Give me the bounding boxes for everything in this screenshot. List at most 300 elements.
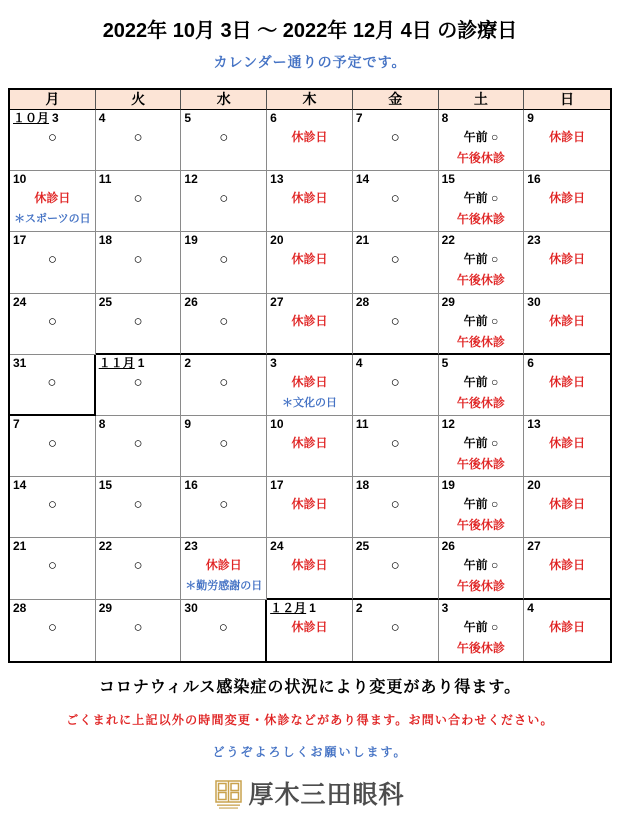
date-label [442, 478, 455, 493]
day-number: 22 [98, 539, 113, 554]
day-status [353, 494, 438, 515]
calendar-day-cell [96, 171, 182, 232]
calendar-day-cell [96, 355, 182, 416]
calendar-day-cell [267, 171, 353, 232]
calendar-day-cell [10, 477, 96, 538]
date-label [527, 356, 534, 371]
clinic-logo [0, 779, 620, 811]
open-mark: ○ [47, 312, 57, 330]
date-label [527, 172, 540, 187]
day-status [10, 617, 95, 638]
day-number: 8 [98, 416, 106, 431]
calendar-day-cell [524, 355, 610, 416]
closed-label: 休診日 [549, 313, 586, 328]
date-label [356, 233, 369, 248]
month-label: １２月 [270, 600, 307, 615]
day-number: 21 [13, 539, 27, 554]
date-label [356, 539, 369, 554]
day-number: 28 [355, 294, 370, 309]
calendar-day-cell [353, 600, 439, 661]
closed-label: 休診日 [291, 619, 328, 634]
open-mark: ○ [219, 496, 229, 514]
open-mark: ○ [47, 618, 57, 636]
calendar-day-cell [524, 416, 610, 477]
open-mark: ○ [47, 251, 57, 269]
day-number: 14 [355, 172, 370, 187]
calendar-day-cell [353, 355, 439, 416]
date-label [99, 172, 112, 187]
date-label [99, 295, 112, 310]
open-mark: ○ [133, 251, 143, 269]
afternoon-closed-label: 午後休診 [456, 395, 505, 410]
day-number: 25 [98, 294, 113, 309]
open-mark: ○ [133, 129, 143, 146]
calendar-day-cell [10, 600, 96, 661]
day-status [10, 372, 94, 393]
closed-label: 休診日 [549, 497, 586, 512]
day-number: 5 [441, 355, 449, 370]
date-label [527, 478, 540, 493]
calendar-day-cell [439, 171, 525, 232]
day-status [96, 311, 181, 332]
day-number: 6 [270, 111, 277, 125]
date-label [442, 233, 455, 248]
day-number: 18 [355, 478, 370, 493]
day-status [181, 127, 266, 148]
day-number: 9 [527, 111, 534, 125]
day-number: 17 [270, 478, 284, 493]
day-status [96, 372, 181, 393]
date-label [442, 172, 455, 187]
calendar-day-cell [10, 110, 96, 171]
day-status [10, 188, 95, 230]
date-label [184, 233, 197, 248]
date-label [184, 111, 191, 126]
date-label [527, 539, 540, 554]
date-label [99, 356, 145, 371]
date-label [442, 111, 449, 126]
date-label [99, 111, 106, 126]
calendar-day-cell [181, 171, 267, 232]
day-number: 12 [184, 172, 198, 187]
weekday-header: 火 [96, 90, 182, 110]
day-number: 19 [441, 478, 455, 493]
morning-status: 午前 ○ [463, 374, 499, 389]
date-label [270, 233, 283, 248]
day-status [96, 433, 181, 454]
day-status [267, 311, 352, 332]
afternoon-closed-label: 午後休診 [456, 273, 505, 288]
calendar-day-cell [10, 416, 96, 477]
day-status [353, 617, 438, 638]
open-mark: ○ [390, 129, 400, 146]
morning-status: 午前 ○ [463, 313, 499, 328]
day-status [353, 555, 438, 576]
day-status [439, 372, 524, 414]
morning-status: 午前 ○ [463, 558, 499, 573]
open-mark: ○ [47, 557, 57, 575]
calendar-day-cell [439, 600, 525, 661]
date-label [184, 172, 197, 187]
date-label [13, 233, 26, 248]
date-label [270, 172, 283, 187]
holiday-note: ＊スポーツの日 [14, 213, 91, 226]
day-status [267, 249, 352, 270]
closed-label: 休診日 [291, 191, 328, 206]
day-number: 16 [527, 172, 541, 187]
calendar-day-cell [267, 416, 353, 477]
calendar-day-cell [267, 294, 353, 355]
date-label [99, 417, 106, 432]
calendar-day-cell [267, 538, 353, 599]
calendar-day-cell [181, 600, 267, 661]
afternoon-closed-label: 午後休診 [456, 151, 505, 165]
open-mark: ○ [219, 373, 229, 391]
open-mark: ○ [47, 434, 57, 452]
calendar-day-cell [96, 110, 182, 171]
open-mark: ○ [218, 618, 228, 636]
weekday-header: 金 [353, 90, 439, 110]
day-status [439, 127, 524, 169]
day-status [353, 188, 438, 209]
day-status [524, 249, 610, 270]
calendar-day-cell [353, 538, 439, 599]
open-mark: ○ [133, 312, 143, 330]
calendar-day-cell [524, 538, 610, 599]
date-label [13, 478, 26, 493]
day-number: 24 [270, 539, 284, 554]
day-status [524, 127, 610, 148]
day-number: 13 [527, 416, 541, 431]
calendar-day-cell [267, 477, 353, 538]
day-number: 29 [98, 600, 113, 615]
day-status [439, 188, 524, 230]
day-number: 17 [13, 233, 27, 248]
day-number: 30 [184, 600, 198, 615]
closed-label: 休診日 [34, 191, 71, 206]
open-mark: ○ [390, 557, 400, 575]
day-status [10, 311, 95, 332]
closed-label: 休診日 [291, 313, 328, 328]
calendar-day-cell [439, 538, 525, 599]
date-label [270, 295, 283, 310]
day-number: 24 [13, 294, 27, 309]
date-label [270, 539, 283, 554]
day-status [10, 555, 95, 576]
calendar-day-cell [524, 294, 610, 355]
day-status [439, 433, 524, 475]
open-mark: ○ [133, 618, 143, 636]
closing-message: どうぞよろしくお願いします。 [212, 745, 408, 759]
day-number: 6 [527, 355, 534, 370]
day-status [96, 555, 181, 576]
date-label [99, 233, 112, 248]
day-number: 19 [184, 233, 198, 248]
closed-label: 休診日 [291, 558, 328, 573]
day-number: 18 [98, 233, 113, 248]
day-number: 20 [527, 478, 541, 493]
day-number: 11 [98, 172, 112, 187]
holiday-note: ＊文化の日 [281, 396, 337, 409]
calendar-day-cell [439, 355, 525, 416]
day-number: 3 [52, 111, 59, 125]
day-number: 23 [527, 233, 541, 248]
day-status [524, 188, 610, 209]
calendar-day-cell [10, 171, 96, 232]
day-status [353, 127, 438, 148]
calendar-day-cell [181, 355, 267, 416]
calendar-day-cell [439, 110, 525, 171]
date-label [442, 417, 455, 432]
calendar-day-cell [96, 600, 182, 661]
day-number: 10 [270, 416, 284, 431]
calendar-day-cell [181, 110, 267, 171]
day-number: 7 [355, 111, 363, 125]
open-mark: ○ [133, 373, 143, 391]
day-number: 4 [98, 111, 106, 125]
date-label [527, 295, 540, 310]
day-status [10, 494, 95, 515]
day-status [181, 494, 266, 515]
open-mark: ○ [219, 190, 229, 208]
date-label [270, 111, 277, 126]
date-label [99, 601, 112, 616]
day-number: 14 [13, 478, 27, 493]
date-label [99, 478, 112, 493]
day-number: 29 [441, 294, 455, 309]
date-label [442, 295, 455, 310]
calendar-day-cell [267, 600, 353, 661]
day-status [10, 433, 95, 454]
open-mark: ○ [133, 557, 143, 575]
day-number: 3 [441, 600, 449, 615]
day-status [439, 494, 524, 536]
clinic-name: 厚木三田眼科 [248, 781, 405, 809]
weekday-header: 木 [267, 90, 353, 110]
date-label [184, 417, 191, 432]
day-number: 22 [441, 233, 455, 248]
calendar-day-cell [353, 171, 439, 232]
day-number: 15 [441, 172, 455, 187]
clinic-emblem-icon [215, 780, 242, 811]
weekday-header: 土 [439, 90, 525, 110]
open-mark: ○ [47, 373, 57, 391]
day-number: 3 [270, 355, 277, 370]
morning-status: 午前 ○ [463, 435, 499, 450]
open-mark: ○ [219, 434, 229, 452]
afternoon-closed-label: 午後休診 [456, 212, 505, 227]
day-status [353, 249, 438, 270]
morning-status: 午前 ○ [463, 252, 499, 267]
calendar-day-cell [353, 110, 439, 171]
day-status [181, 372, 266, 393]
holiday-note: ＊勤労感謝の日 [185, 580, 263, 593]
closed-label: 休診日 [549, 191, 586, 206]
day-number: 2 [355, 600, 363, 615]
calendar-day-cell [524, 477, 610, 538]
day-status [181, 311, 266, 332]
open-mark: ○ [133, 190, 143, 208]
day-status [10, 249, 95, 270]
day-number: 31 [13, 355, 27, 370]
day-status [96, 494, 181, 515]
day-number: 26 [184, 294, 198, 309]
day-status [524, 555, 610, 576]
afternoon-closed-label: 午後休診 [456, 518, 505, 533]
calendar-day-cell [439, 294, 525, 355]
calendar-day-cell [96, 477, 182, 538]
calendar-day-cell [10, 538, 96, 599]
date-label [442, 356, 449, 371]
day-status [439, 555, 524, 597]
calendar-day-cell [439, 416, 525, 477]
day-number: 4 [355, 355, 363, 370]
date-label [184, 601, 197, 616]
month-label: １１月 [98, 355, 135, 370]
day-number: 26 [441, 539, 455, 554]
date-label [527, 417, 540, 432]
day-number: 23 [184, 539, 198, 554]
calendar-day-cell [10, 294, 96, 355]
date-label [184, 539, 197, 554]
open-mark: ○ [390, 251, 400, 269]
calendar-day-cell [524, 110, 610, 171]
closed-label: 休診日 [549, 130, 586, 144]
day-number: 28 [13, 600, 27, 615]
day-number: 2 [184, 355, 192, 370]
page-title: 2022年 10月 3日 〜 2022年 12月 4日 の診療日 [102, 20, 518, 42]
open-mark: ○ [390, 373, 400, 391]
day-status [10, 127, 95, 148]
open-mark: ○ [47, 129, 57, 146]
day-number: 15 [98, 478, 113, 493]
closed-label: 休診日 [549, 558, 586, 573]
day-status [267, 433, 352, 454]
day-status [353, 311, 438, 332]
date-label [442, 539, 455, 554]
closed-label: 休診日 [549, 374, 586, 389]
date-label [527, 233, 540, 248]
calendar-day-cell [267, 355, 353, 416]
date-label [356, 601, 363, 616]
calendar-day-cell [96, 538, 182, 599]
day-status [353, 433, 438, 454]
day-number: 16 [184, 478, 198, 493]
date-label [356, 356, 363, 371]
date-label [13, 295, 26, 310]
day-status [96, 188, 181, 209]
weekday-header: 日 [524, 90, 610, 110]
schedule-change-notice: ごくまれに上記以外の時間変更・休診などがあり得ます。お問い合わせください。 [66, 713, 554, 727]
date-label [184, 356, 191, 371]
date-label [184, 478, 197, 493]
date-label [270, 478, 283, 493]
closed-label: 休診日 [549, 619, 586, 634]
date-label [270, 417, 283, 432]
open-mark: ○ [219, 312, 229, 330]
day-number: 9 [184, 416, 192, 431]
afternoon-closed-label: 午後休診 [456, 640, 505, 655]
day-number: 25 [355, 539, 370, 554]
day-number: 21 [355, 233, 370, 248]
open-mark: ○ [390, 190, 400, 208]
day-status [96, 127, 181, 148]
date-label [13, 601, 26, 616]
calendar-day-cell [181, 416, 267, 477]
closed-label: 休診日 [291, 130, 328, 144]
calendar-day-cell [10, 355, 96, 416]
closed-label: 休診日 [549, 252, 586, 267]
day-status [96, 617, 181, 638]
day-number: 13 [270, 172, 284, 187]
calendar-day-cell [439, 477, 525, 538]
calendar-day-cell [96, 294, 182, 355]
calendar-day-cell [181, 232, 267, 293]
day-status [267, 555, 352, 576]
calendar-day-cell [353, 232, 439, 293]
day-number: 11 [355, 416, 369, 431]
afternoon-closed-label: 午後休診 [456, 334, 505, 349]
calendar-day-cell [353, 294, 439, 355]
calendar-day-cell [353, 477, 439, 538]
calendar-day-cell [96, 232, 182, 293]
month-label: １０月 [13, 111, 50, 125]
day-number: 20 [270, 233, 284, 248]
day-status [267, 127, 352, 148]
date-label [442, 601, 449, 616]
date-label [356, 111, 363, 126]
date-label [270, 601, 316, 616]
closed-label: 休診日 [291, 497, 328, 512]
open-mark: ○ [133, 434, 143, 452]
day-status [524, 494, 610, 515]
date-label [356, 295, 369, 310]
morning-status: 午前 ○ [463, 619, 499, 634]
open-mark: ○ [47, 496, 57, 514]
day-status [353, 372, 438, 393]
day-status [181, 433, 266, 454]
calendar-day-cell [181, 477, 267, 538]
day-number: 12 [441, 416, 455, 431]
day-status [439, 311, 524, 353]
covid-notice: コロナウィルス感染症の状況により変更があり得ます。 [98, 679, 522, 696]
date-label [356, 417, 369, 432]
day-number: 1 [309, 600, 316, 615]
calendar-day-cell [267, 110, 353, 171]
day-status [524, 433, 610, 454]
day-status [181, 617, 265, 638]
weekday-header: 月 [10, 90, 96, 110]
day-status [181, 555, 266, 597]
open-mark: ○ [390, 618, 400, 636]
calendar-day-cell [439, 232, 525, 293]
day-number: 5 [184, 111, 192, 125]
calendar-day-cell [353, 416, 439, 477]
weekday-header: 水 [181, 90, 267, 110]
day-status [439, 249, 524, 291]
closed-label: 休診日 [291, 374, 328, 389]
date-label [13, 539, 26, 554]
date-label [13, 356, 26, 371]
morning-status: 午前 ○ [463, 191, 499, 206]
day-number: 7 [13, 416, 20, 431]
date-label [13, 172, 26, 187]
open-mark: ○ [219, 251, 229, 269]
calendar-day-cell [267, 232, 353, 293]
day-status [524, 372, 610, 393]
day-status [267, 372, 352, 414]
calendar-day-cell [181, 538, 267, 599]
